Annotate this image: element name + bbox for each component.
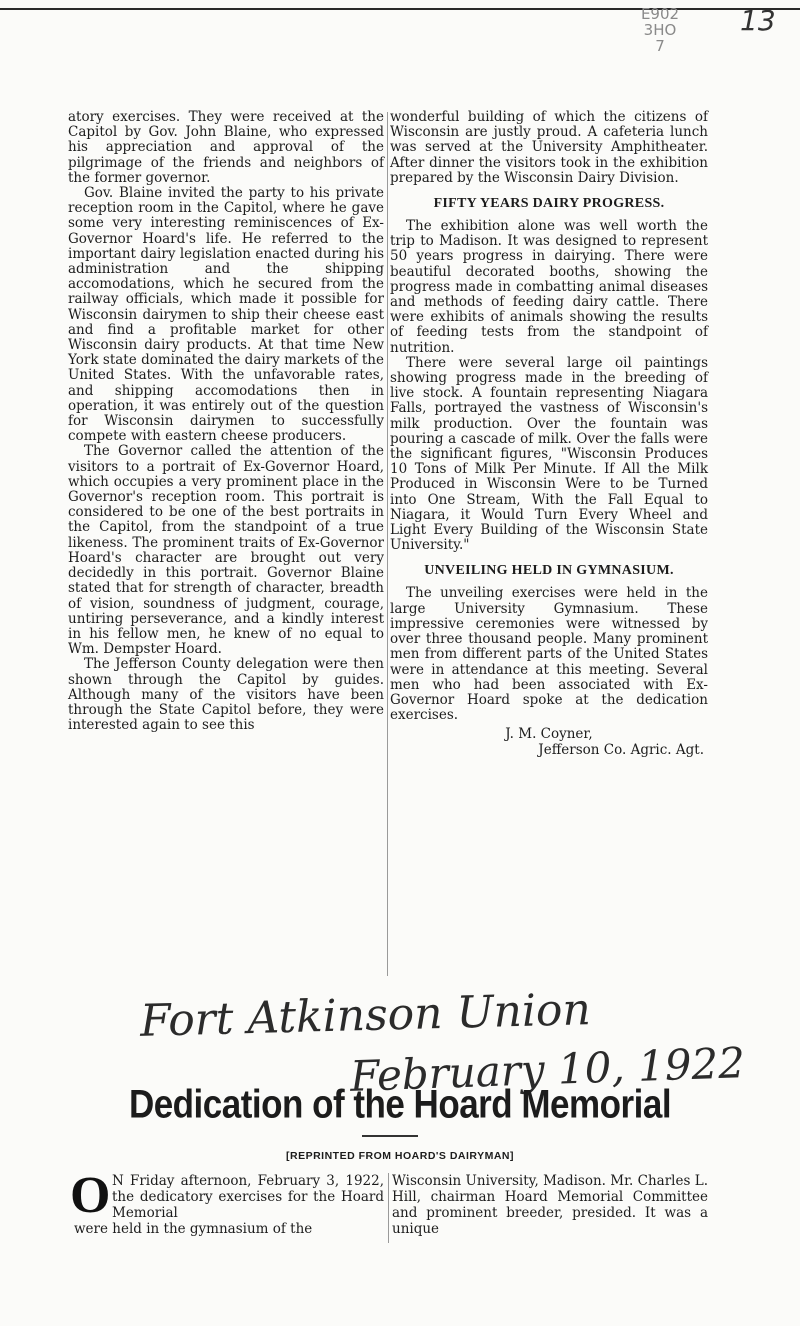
article2-left-last-line: were held in the gymnasium of the [74, 1221, 313, 1237]
left-column [68, 110, 384, 733]
column-divider [387, 112, 388, 976]
right-paragraph-2: The exhibition alone was well worth the trip to Madison. It was designed to represent 50 years progress in dairying. There were beautiful decorated booths, showing the progress made in combatting animal diseases and methods of feeding dairy cattle. There were exhibits of animals showing the results of feeding tests from the standpoint of nutrition. [390, 218, 708, 356]
article2-left-text: N Friday afternoon, February 3, 1922, the dedicatory exercises for the Hoard Memorial [112, 1173, 384, 1221]
left-paragraph-4: The Jefferson County delegation were then shown through the Capitol by guides. Although many of the visitors have been through the State Capitol before, they were interested again to see this [68, 656, 384, 734]
signature-name: J. M. Coyner, [505, 726, 593, 743]
headline-rule [362, 1135, 418, 1137]
left-paragraph-3: The Governor called the attention of the visitors to a portrait of Ex-Governor Hoard, which occupies a very prominent place in the Governor's reception room. This portrait is considered to be one of the best portraits in the Capitol, from the standpoint of a true likeness. The prominent traits of Ex-Governor Hoard's character are brought out very decidedly in this portrait. Governor Blaine stated that for strength of character, breadth of vision, soundness of judgment, courage, untiring perseverance, and a kindly interest in his fellow men, he knew of no equal to Wm. Dempster Hoard. [68, 443, 384, 658]
signature-title: Jefferson Co. Agric. Agt. [538, 741, 704, 758]
left-paragraph-2: Gov. Blaine invited the party to his private reception room in the Capitol, where he gave some very interesting reminiscences of Ex-Governor Hoard's life. He referred to the important dairy legislation enacted during his administration and the shipping accomodations, which he secured from the railway officials, which made it possible for Wisconsin dairymen to ship their cheese east and find a profitable market for other Wisconsin dairy products. At that time New York state dominated the dairy markets of the United States. With the unfavorable rates, and shipping accomodations then in operation, it was entirely out of the question for Wisconsin dairymen to successfully compete with eastern cheese producers. [68, 185, 384, 445]
right-paragraph-3: There were several large oil paintings showing progress made in the breeding of live stock. A fountain representing Niagara Falls, portrayed the vastness of Wisconsin's milk production. Over the fountain was pouring a cascade of milk. Over the falls were the significant figures, "Wisconsin Produces 10 Tons of Milk Per Minute. If All the Milk Produced in Wisconsin Were to be Turned into One Stream, With the Fall Equal to Niagara, it Would Turn Every Wheel and Light Every Building of the Wisconsin State University." [390, 354, 708, 554]
right-paragraph-4: The unveiling exercises were held in the large University Gymnasium. These impressive ceremonies were witnessed by over three thousand people. Many prominent men from different parts of the United States were in attendance at this meeting. Several men who had been associated with Ex-Governor Hoard spoke at the dedication exercises. [390, 585, 708, 724]
article2-column-divider [388, 1173, 389, 1243]
subheading-dairy-progress: FIFTY YEARS DAIRY PROGRESS. [433, 196, 665, 212]
reprint-note: [REPRINTED FROM HOARD'S DAIRYMAN] [285, 1150, 515, 1162]
article-headline: Dedication of the Hoard Memorial [128, 1082, 672, 1127]
right-column [390, 110, 708, 758]
archive-pencil-note: E902 3HO 7 [640, 5, 680, 55]
subheading-unveiling: UNVEILING HELD IN GYMNASIUM. [424, 563, 674, 579]
drop-cap: O [70, 1167, 111, 1224]
handwritten-date: February 10, 1922 [349, 1038, 746, 1101]
right-paragraph-1: wonderful building of which the citizens of Wisconsin are justly proud. A cafeteria lunch was served at the University Amphitheater. After dinner the visitors took in the exhibition prepared by the Wisconsin Dairy Division. [390, 109, 708, 186]
handwritten-newspaper-name: Fort Atkinson Union [139, 984, 592, 1047]
page-number: 13 [740, 4, 776, 37]
article2-right-text: Wisconsin University, Madison. Mr. Charles L. Hill, chairman Hoard Memorial Committee and prominent breeder, presided. It was a unique [392, 1173, 708, 1237]
left-paragraph-1: atory exercises. They were received at the Capitol by Gov. John Blaine, who expressed his appreciation and approval of the pilgrimage of the friends and neighbors of the former governor. [68, 109, 384, 186]
